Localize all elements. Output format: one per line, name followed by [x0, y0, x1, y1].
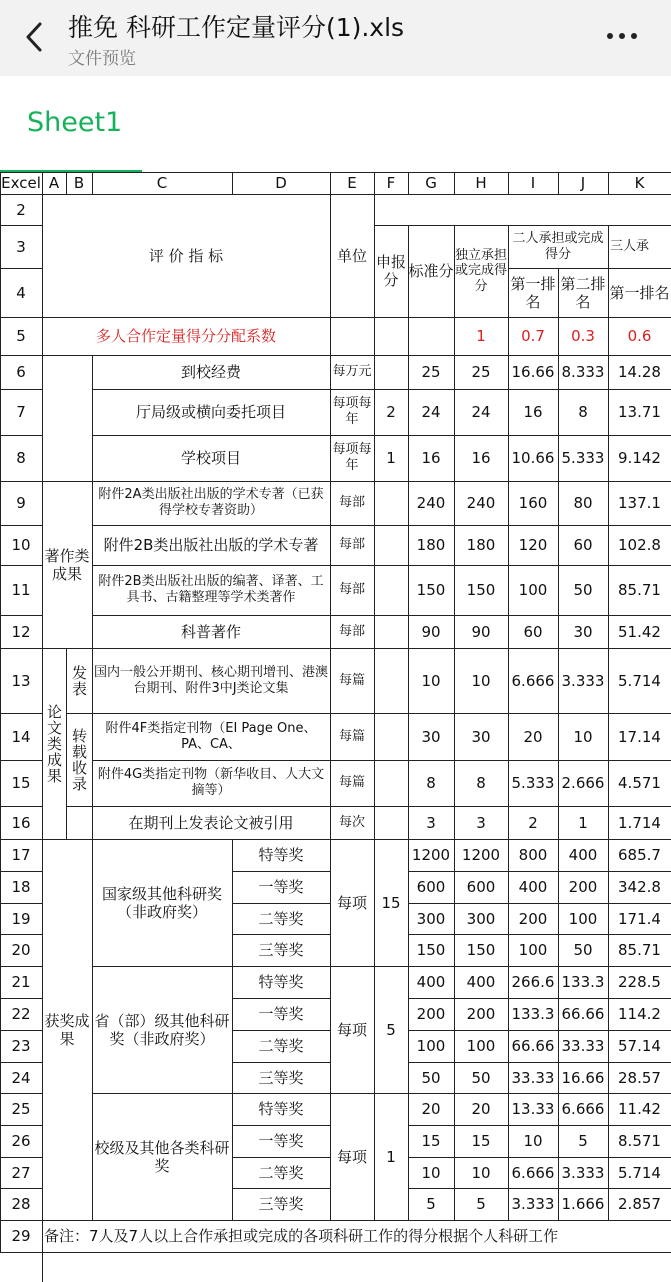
header-three-person[interactable]: 三人承 — [610, 238, 650, 254]
header-unit[interactable]: 单位 — [336, 246, 367, 265]
row-8-j[interactable]: 5.333 — [561, 449, 605, 467]
row-number-25[interactable]: 25 — [11, 1100, 31, 1118]
row-23-level[interactable]: 二等奖 — [258, 1037, 304, 1055]
file-subtitle: 文件预览 — [68, 49, 136, 69]
row-17-h[interactable]: 1200 — [461, 846, 501, 864]
row-12-k[interactable]: 51.42 — [618, 622, 661, 641]
award-national[interactable]: 国家级其他科研奖（非政府奖） — [101, 884, 222, 921]
row-24-k[interactable]: 28.57 — [618, 1068, 661, 1087]
row-18-i[interactable]: 400 — [518, 878, 548, 896]
row-number-14[interactable]: 14 — [11, 727, 31, 746]
row-14-j[interactable]: 10 — [573, 727, 593, 746]
row-9-indicator[interactable]: 附件2A类出版社出版的学术专著（已获得学校专著资助） — [98, 487, 324, 518]
group-zhuanzai[interactable]: 转载收录 — [70, 727, 88, 792]
row-27-k[interactable]: 5.714 — [618, 1163, 661, 1182]
row-number-11[interactable]: 11 — [11, 581, 31, 599]
row-14-f[interactable] — [374, 713, 408, 760]
award-provincial-unit[interactable]: 每项 — [336, 1020, 367, 1039]
row-10-i[interactable]: 120 — [518, 536, 548, 554]
row-15-h[interactable]: 8 — [476, 774, 486, 792]
row-9-f[interactable] — [374, 481, 408, 525]
group-blank[interactable] — [42, 355, 92, 481]
row-10-k[interactable]: 102.8 — [618, 536, 661, 554]
row-number-22[interactable]: 22 — [11, 1005, 31, 1023]
row-8-g[interactable]: 16 — [421, 449, 441, 467]
row-9-j[interactable]: 80 — [573, 494, 593, 512]
row-17-level[interactable]: 特等奖 — [258, 846, 304, 864]
row-27-level[interactable]: 二等奖 — [258, 1163, 304, 1182]
top-bar — [0, 0, 671, 76]
header-two-person[interactable]: 二人承担或完成得分 — [512, 230, 604, 262]
row-26-j[interactable]: 5 — [578, 1132, 588, 1150]
row-13-f[interactable] — [374, 648, 408, 713]
row-number-26[interactable]: 26 — [11, 1132, 31, 1150]
coef-k[interactable]: 0.6 — [627, 327, 652, 345]
row-12-i[interactable]: 60 — [523, 622, 543, 641]
row-number-28[interactable]: 28 — [11, 1195, 31, 1213]
row-26-g[interactable]: 15 — [421, 1132, 441, 1150]
award-school-report[interactable]: 1 — [386, 1147, 396, 1166]
row-11-unit[interactable]: 每部 — [338, 582, 365, 598]
row-23-j[interactable]: 33.33 — [561, 1037, 605, 1055]
header-report-score[interactable]: 申报分 — [375, 253, 406, 289]
header-standard-score[interactable]: 标准分 — [408, 262, 454, 280]
row-17-g[interactable]: 1200 — [411, 846, 451, 864]
column-header-e[interactable]: E — [347, 174, 357, 192]
row-16-i[interactable]: 2 — [528, 813, 538, 832]
group-huojiang[interactable]: 获奖成果 — [44, 1011, 90, 1048]
row-12-indicator[interactable]: 科普著作 — [180, 622, 241, 641]
row-6-j[interactable]: 8.333 — [561, 363, 605, 381]
group-lunwen[interactable]: 论文类成果 — [45, 703, 63, 784]
row-11-k[interactable]: 85.71 — [618, 581, 661, 599]
row-number-23[interactable]: 23 — [11, 1037, 31, 1055]
row-28-k[interactable]: 2.857 — [618, 1195, 661, 1213]
row-25-i[interactable]: 13.33 — [511, 1100, 555, 1118]
row-17-k[interactable]: 685.7 — [618, 846, 661, 864]
row-13-g[interactable]: 10 — [421, 671, 441, 690]
row-25-h[interactable]: 20 — [471, 1100, 491, 1118]
row-13-i[interactable]: 6.666 — [511, 671, 555, 690]
row-number-3[interactable]: 3 — [16, 237, 26, 256]
row-10-unit[interactable]: 每部 — [338, 537, 365, 553]
row-22-i[interactable]: 133.3 — [511, 1005, 555, 1023]
row-number-4[interactable]: 4 — [16, 283, 26, 302]
row-19-i[interactable]: 200 — [518, 909, 548, 928]
award-provincial[interactable]: 省（部）级其他科研奖（非政府奖） — [94, 1011, 230, 1048]
row-28-i[interactable]: 3.333 — [511, 1195, 555, 1213]
award-national-unit[interactable]: 每项 — [336, 893, 367, 912]
row-11-g[interactable]: 150 — [416, 581, 446, 599]
column-header-g[interactable]: G — [425, 174, 437, 192]
row-number-8[interactable]: 8 — [16, 449, 26, 467]
award-school[interactable]: 校级及其他各类科研奖 — [94, 1138, 230, 1175]
row-6-g[interactable]: 25 — [421, 363, 441, 381]
column-header-i[interactable]: I — [530, 174, 536, 192]
row-19-level[interactable]: 二等奖 — [258, 909, 304, 928]
header-second-rank[interactable]: 第二排名 — [560, 274, 606, 311]
row-22-h[interactable]: 200 — [466, 1005, 496, 1023]
row-13-indicator[interactable]: 国内一般公开期刊、核心期刊增刊、港澳台期刊、附件3中J类论文集 — [93, 664, 328, 696]
row-9-h[interactable]: 240 — [466, 494, 496, 512]
header-indicator[interactable]: 评 价 指 标 — [148, 246, 224, 265]
row-20-level[interactable]: 三等奖 — [258, 941, 304, 959]
row-8-indicator[interactable]: 学校项目 — [180, 449, 241, 467]
row-20-h[interactable]: 150 — [466, 941, 496, 959]
row-number-20[interactable]: 20 — [11, 941, 31, 959]
row-21-level[interactable]: 特等奖 — [258, 973, 304, 991]
more-options-icon[interactable] — [605, 24, 639, 48]
row-number-27[interactable]: 27 — [11, 1163, 31, 1182]
back-arrow-icon[interactable] — [20, 20, 50, 54]
row-30-blank[interactable] — [42, 1252, 671, 1282]
row-6-indicator[interactable]: 到校经费 — [180, 363, 241, 381]
row-22-g[interactable]: 200 — [416, 1005, 446, 1023]
row-14-h[interactable]: 30 — [471, 727, 491, 746]
header-blank-top[interactable] — [374, 194, 671, 225]
row-number-21[interactable]: 21 — [11, 973, 31, 991]
row-21-h[interactable]: 400 — [466, 973, 496, 991]
row-11-j[interactable]: 50 — [573, 581, 593, 599]
tab-sheet1[interactable] — [0, 76, 142, 173]
row-number-15[interactable]: 15 — [11, 774, 31, 792]
row-9-k[interactable]: 137.1 — [618, 494, 661, 512]
row-number-9[interactable]: 9 — [16, 494, 26, 512]
row-19-k[interactable]: 171.4 — [618, 909, 661, 928]
row-19-h[interactable]: 300 — [466, 909, 496, 928]
row-21-i[interactable]: 266.6 — [511, 973, 555, 991]
row-18-g[interactable]: 600 — [416, 878, 446, 896]
row-7-indicator[interactable]: 厅局级或横向委托项目 — [135, 403, 286, 421]
row-16-j[interactable]: 1 — [578, 813, 588, 832]
row-16-g[interactable]: 3 — [426, 813, 436, 832]
row-28-j[interactable]: 1.666 — [561, 1195, 605, 1213]
coef-j[interactable]: 0.3 — [571, 327, 595, 345]
row-9-g[interactable]: 240 — [416, 494, 446, 512]
row-26-level[interactable]: 一等奖 — [258, 1132, 304, 1150]
row-15-unit[interactable]: 每篇 — [338, 775, 365, 791]
row-10-h[interactable]: 180 — [466, 536, 496, 554]
row-number-13[interactable]: 13 — [11, 671, 31, 690]
column-header-b[interactable]: B — [73, 174, 85, 192]
row-12-h[interactable]: 90 — [471, 622, 491, 641]
row-15-k[interactable]: 4.571 — [618, 774, 661, 792]
row-15-j[interactable]: 2.666 — [561, 774, 605, 792]
row-21-k[interactable]: 228.5 — [618, 973, 661, 991]
row-6-f[interactable] — [374, 355, 408, 389]
column-header-d[interactable]: D — [275, 174, 287, 192]
column-header-f[interactable]: F — [386, 174, 396, 192]
row-number-17[interactable]: 17 — [11, 846, 31, 864]
sheet-tab-bar — [0, 76, 671, 173]
row-number-2[interactable]: 2 — [16, 200, 26, 219]
row-20-j[interactable]: 50 — [573, 941, 593, 959]
note-row[interactable]: 备注：7人及7人以上合作承担或完成的各项科研工作的得分根据个人科研工作 — [44, 1227, 559, 1245]
row-23-i[interactable]: 66.66 — [511, 1037, 555, 1055]
row-9-unit[interactable]: 每部 — [338, 495, 365, 511]
row-7-unit[interactable]: 每项每年 — [332, 396, 372, 427]
row-13-j[interactable]: 3.333 — [561, 671, 605, 690]
row-7-i[interactable]: 16 — [523, 403, 543, 421]
row-8-h[interactable]: 16 — [471, 449, 491, 467]
row-21-g[interactable]: 400 — [416, 973, 446, 991]
row-19-g[interactable]: 300 — [416, 909, 446, 928]
row-13-k[interactable]: 5.714 — [618, 671, 661, 690]
award-national-report[interactable]: 15 — [381, 893, 401, 912]
row-27-g[interactable]: 10 — [421, 1163, 441, 1182]
row-22-k[interactable]: 114.2 — [618, 1005, 661, 1023]
row-8-unit[interactable]: 每项每年 — [332, 442, 372, 473]
row-number-10[interactable]: 10 — [11, 536, 31, 554]
row-18-level[interactable]: 一等奖 — [258, 878, 304, 896]
row-14-k[interactable]: 17.14 — [618, 727, 661, 746]
row-number-6[interactable]: 6 — [16, 363, 26, 381]
group-blank-16[interactable] — [66, 806, 92, 839]
row-28-h[interactable]: 5 — [476, 1195, 486, 1213]
row-11-h[interactable]: 150 — [466, 581, 496, 599]
row-11-i[interactable]: 100 — [518, 581, 548, 599]
row-15-f[interactable] — [374, 760, 408, 806]
row-number-18[interactable]: 18 — [11, 878, 31, 896]
row-number-29[interactable]: 29 — [11, 1227, 31, 1245]
group-zhuzuo[interactable]: 著作类成果 — [44, 546, 90, 583]
row-15-indicator[interactable]: 附件4G类指定刊物（新华收目、人大文摘等） — [97, 767, 325, 798]
row-12-g[interactable]: 90 — [421, 622, 441, 641]
row-27-h[interactable]: 10 — [471, 1163, 491, 1182]
column-header-c[interactable]: C — [156, 174, 168, 192]
row-6-k[interactable]: 14.28 — [618, 363, 661, 381]
group-fabiao[interactable]: 发表 — [70, 664, 88, 697]
row-14-i[interactable]: 20 — [523, 727, 543, 746]
row-25-k[interactable]: 11.42 — [618, 1100, 661, 1118]
row-26-h[interactable]: 15 — [471, 1132, 491, 1150]
column-header-k[interactable]: K — [634, 174, 645, 192]
file-title: 推免 科研工作定量评分(1).xls — [68, 13, 405, 42]
row-14-unit[interactable]: 每篇 — [338, 728, 365, 744]
row-27-i[interactable]: 6.666 — [511, 1163, 555, 1182]
row-18-j[interactable]: 200 — [568, 878, 598, 896]
row-23-k[interactable]: 57.14 — [618, 1037, 661, 1055]
row-12-unit[interactable]: 每部 — [338, 623, 365, 639]
row-18-k[interactable]: 342.8 — [618, 878, 661, 896]
row-7-g[interactable]: 24 — [421, 403, 441, 421]
row-number-5[interactable]: 5 — [16, 327, 26, 345]
row-10-indicator[interactable]: 附件2B类出版社出版的学术专著 — [103, 536, 319, 554]
award-provincial-report[interactable]: 5 — [386, 1020, 396, 1039]
row-24-g[interactable]: 50 — [421, 1068, 441, 1087]
row-22-level[interactable]: 一等奖 — [258, 1005, 304, 1023]
row-24-j[interactable]: 16.66 — [561, 1068, 605, 1087]
row-10-f[interactable] — [374, 525, 408, 565]
row-number-24[interactable]: 24 — [11, 1068, 31, 1087]
row-26-i[interactable]: 10 — [523, 1132, 543, 1150]
coef-standard[interactable] — [408, 317, 454, 355]
row-20-i[interactable]: 100 — [518, 941, 548, 959]
header-first-rank-k[interactable]: 第一排名 — [609, 283, 670, 302]
tab-sheet1-label: Sheet1 — [27, 107, 123, 138]
row-7-k[interactable]: 13.71 — [618, 403, 661, 421]
coef-i[interactable]: 0.7 — [521, 327, 545, 345]
header-independent-score[interactable]: 独立承担或完成得分 — [454, 247, 507, 294]
award-school-unit[interactable]: 每项 — [336, 1147, 367, 1166]
row-number-19[interactable]: 19 — [11, 909, 31, 928]
row-16-unit[interactable]: 每次 — [338, 814, 365, 830]
row-23-h[interactable]: 100 — [466, 1037, 496, 1055]
row-13-h[interactable]: 10 — [471, 671, 491, 690]
row-7-j[interactable]: 8 — [578, 403, 588, 421]
column-header-j[interactable]: J — [580, 174, 586, 192]
row-number-12[interactable]: 12 — [11, 622, 31, 641]
row-27-j[interactable]: 3.333 — [561, 1163, 605, 1182]
row-7-h[interactable]: 24 — [471, 403, 491, 421]
row-9-i[interactable]: 160 — [518, 494, 548, 512]
row-11-indicator[interactable]: 附件2B类出版社出版的编著、译著、工具书、古籍整理等学术类著作 — [98, 574, 324, 605]
row-20-k[interactable]: 85.71 — [618, 941, 661, 959]
row-17-i[interactable]: 800 — [518, 846, 548, 864]
row-22-j[interactable]: 66.66 — [561, 1005, 605, 1023]
row-14-indicator[interactable]: 附件4F类指定刊物（EI Page One、PA、CA、 — [105, 720, 317, 752]
column-header-excel[interactable]: Excel — [1, 174, 41, 192]
row-6-unit[interactable]: 每万元 — [332, 364, 372, 380]
row-8-k[interactable]: 9.142 — [618, 449, 661, 467]
row-15-g[interactable]: 8 — [426, 774, 436, 792]
row-28-g[interactable]: 5 — [426, 1195, 436, 1213]
row-12-f[interactable] — [374, 615, 408, 648]
row-25-j[interactable]: 6.666 — [561, 1100, 605, 1118]
row-number-7[interactable]: 7 — [16, 403, 26, 421]
row-13-unit[interactable]: 每篇 — [338, 672, 365, 688]
row-16-h[interactable]: 3 — [476, 813, 486, 832]
row-25-g[interactable]: 20 — [421, 1100, 441, 1118]
row-14-g[interactable]: 30 — [421, 727, 441, 746]
header-first-rank[interactable]: 第一排名 — [510, 274, 556, 311]
row-25-level[interactable]: 特等奖 — [258, 1100, 304, 1118]
column-header-a[interactable]: A — [48, 174, 60, 192]
row-21-j[interactable]: 133.3 — [561, 973, 605, 991]
column-header-h[interactable]: H — [475, 174, 487, 192]
row-7-f[interactable]: 2 — [386, 403, 396, 421]
row-17-j[interactable]: 400 — [568, 846, 598, 864]
row-15-i[interactable]: 5.333 — [511, 774, 555, 792]
row-16-indicator[interactable]: 在期刊上发表论文被引用 — [128, 813, 294, 832]
row-28-level[interactable]: 三等奖 — [258, 1195, 304, 1213]
row-number-16[interactable]: 16 — [11, 813, 31, 832]
row-16-f[interactable] — [374, 806, 408, 839]
row-24-h[interactable]: 50 — [471, 1068, 491, 1087]
row-24-i[interactable]: 33.33 — [511, 1068, 555, 1087]
row-12-j[interactable]: 30 — [573, 622, 593, 641]
row-10-j[interactable]: 60 — [573, 536, 593, 554]
row-8-f[interactable]: 1 — [386, 449, 396, 467]
coef-report[interactable] — [374, 317, 408, 355]
row-24-level[interactable]: 三等奖 — [258, 1068, 304, 1087]
row-20-g[interactable]: 150 — [416, 941, 446, 959]
coef-h[interactable]: 1 — [476, 327, 486, 345]
row-10-g[interactable]: 180 — [416, 536, 446, 554]
row-23-g[interactable]: 100 — [416, 1037, 446, 1055]
row-6-h[interactable]: 25 — [471, 363, 491, 381]
row-11-f[interactable] — [374, 565, 408, 615]
coef-label[interactable]: 多人合作定量得分分配系数 — [95, 327, 276, 345]
row-6-i[interactable]: 16.66 — [511, 363, 555, 381]
row-8-i[interactable]: 10.66 — [511, 449, 555, 467]
row-26-k[interactable]: 8.571 — [618, 1132, 661, 1150]
row-16-k[interactable]: 1.714 — [618, 813, 661, 832]
row-18-h[interactable]: 600 — [466, 878, 496, 896]
row-19-j[interactable]: 100 — [568, 909, 598, 928]
coef-unit[interactable] — [330, 317, 374, 355]
